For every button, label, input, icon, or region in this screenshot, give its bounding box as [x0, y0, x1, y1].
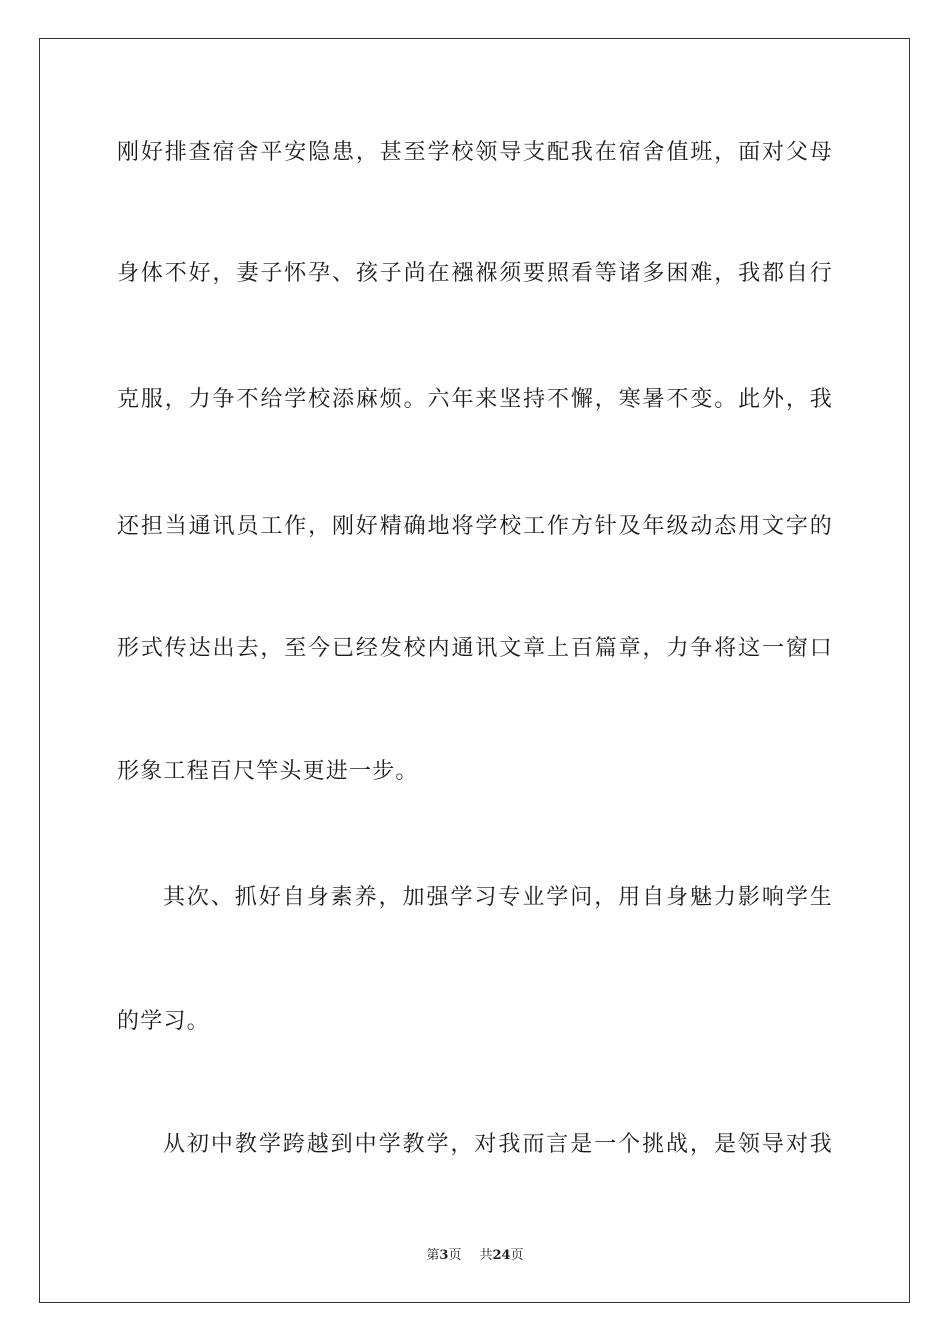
- body-line-4: 还担当通讯员工作，刚好精确地将学校工作方针及年级动态用文字的: [117, 514, 833, 539]
- page-border: [39, 38, 910, 1303]
- body-line-5: 形式传达出去，至今已经发校内通讯文章上百篇章，力争将这一窗口: [117, 636, 833, 661]
- body-line-6: 形象工程百尺竿头更进一步。: [117, 759, 419, 784]
- footer-page-prefix: 第: [426, 1248, 440, 1263]
- body-line-2: 身体不好，妻子怀孕、孩子尚在襁褓须要照看等诸多困难，我都自行: [117, 261, 833, 286]
- footer-total-prefix: 共: [479, 1248, 493, 1263]
- body-line-9: 从初中教学跨越到中学教学，对我而言是一个挑战，是领导对我: [163, 1132, 833, 1157]
- footer-total-pages: 24: [492, 1248, 511, 1263]
- body-line-3: 克服，力争不给学校添麻烦。六年来坚持不懈，寒暑不变。此外，我: [117, 387, 833, 412]
- footer-total-suffix: 页: [510, 1248, 524, 1263]
- body-line-8: 的学习。: [117, 1009, 210, 1034]
- page-footer: [0, 1247, 950, 1265]
- footer-page-number: 3: [439, 1248, 449, 1263]
- body-line-7: 其次、抓好自身素养，加强学习专业学问，用自身魅力影响学生: [163, 885, 833, 910]
- body-line-1: 刚好排查宿舍平安隐患，甚至学校领导支配我在宿舍值班，面对父母: [117, 140, 833, 165]
- footer-page-suffix: 页: [448, 1248, 462, 1263]
